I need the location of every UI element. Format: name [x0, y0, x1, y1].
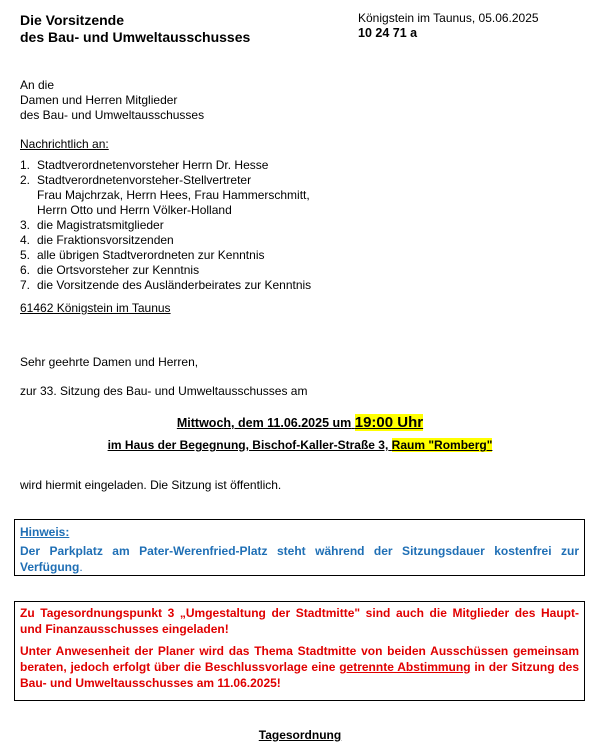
meeting-time: 19:00 Uhr — [354, 414, 424, 431]
city-line: 61462 Königstein im Taunus — [20, 301, 171, 315]
invitation-text: wird hiermit eingeladen. Die Sitzung ist öffentlich. — [20, 478, 282, 492]
meeting-venue: im Haus der Begegnung, Bischof-Kaller-Straße 3, — [107, 438, 389, 452]
meeting-venue-line — [0, 437, 600, 453]
cc-list — [20, 158, 311, 293]
sender-block — [20, 12, 250, 46]
warning-paragraph-1: Zu Tagesordnungspunkt 3 „Umgestaltung der Stadtmitte" sind auch die Mitglieder des Haupt- und Finanzausschusses eingeladen! — [20, 606, 579, 636]
recipients-line-2: Damen und Herren Mitglieder — [20, 93, 178, 107]
note-heading: Hinweis: — [20, 525, 70, 539]
meeting-details — [0, 413, 600, 453]
cc-list-item — [20, 158, 311, 173]
cc-item-number: 5. — [20, 248, 31, 262]
meeting-date-line — [0, 413, 600, 433]
cc-list-item — [20, 248, 311, 263]
warning-emphasis: getrennte Abstimmung — [339, 660, 471, 674]
warning-paragraph-2 — [20, 643, 579, 691]
cc-item-text: die Fraktionsvorsitzenden — [37, 233, 174, 247]
recipients-line-1: An die — [20, 78, 55, 92]
cc-list-item — [20, 233, 311, 248]
place-date-block — [358, 11, 539, 41]
meeting-date: Mittwoch, dem 11.06.2025 um — [176, 416, 352, 430]
note-text: Der Parkplatz am Pater-Werenfried-Platz steht während der Sitzungsdauer kostenfrei zur Verfügung — [20, 544, 579, 574]
cc-item-text: Stadtverordnetenvorsteher Herrn Dr. Hesse — [37, 158, 269, 172]
place-date: Königstein im Taunus, 05.06.2025 — [358, 11, 539, 25]
warning-text: Unter Anwesenheit der Planer wird das Thema Stadtmitte von beiden Ausschüssen gemeinsam beraten, jedoch erfolgt über die Beschlussvorlage eine — [20, 644, 579, 674]
reference-number: 10 24 71 a — [358, 26, 418, 40]
cc-item-number: 3. — [20, 218, 31, 232]
cc-item-number: 6. — [20, 263, 31, 277]
agenda-heading: Tagesordnung — [258, 728, 342, 742]
cc-item-text: alle übrigen Stadtverordneten zur Kenntnis — [37, 248, 265, 262]
cc-list-item — [20, 173, 311, 218]
salutation: Sehr geehrte Damen und Herren, — [20, 355, 199, 369]
cc-item-text: Stadtverordnetenvorsteher-Stellvertreter — [37, 173, 252, 187]
cc-item-continuation: Frau Majchrzak, Herrn Hees, Frau Hammerschmitt, — [37, 188, 310, 202]
cc-item-text: die Magistratsmitglieder — [37, 218, 164, 232]
cc-item-text: die Vorsitzende des Ausländerbeirates zur Kenntnis — [37, 278, 312, 292]
cc-item-continuation: Herrn Otto und Herrn Völker-Holland — [37, 203, 232, 217]
note-text-end: . — [79, 560, 83, 574]
cc-list-item — [20, 278, 311, 293]
cc-item-number: 1. — [20, 158, 31, 172]
cc-list-item — [20, 218, 311, 233]
recipients-block — [20, 78, 204, 123]
sender-line-1: Die Vorsitzende — [20, 12, 124, 28]
cc-list-item — [20, 263, 311, 278]
warning-text-end: in der Sitzung des Bau- und Umweltausschusses am 11.06.2025! — [20, 660, 579, 690]
cc-item-number: 2. — [20, 173, 31, 187]
intro-text: zur 33. Sitzung des Bau- und Umweltausschusses am — [20, 384, 308, 398]
parking-note-box — [14, 519, 585, 576]
cc-heading: Nachrichtlich an: — [20, 137, 109, 151]
meeting-room: Raum "Romberg" — [391, 438, 493, 452]
recipients-line-3: des Bau- und Umweltausschusses — [20, 108, 205, 122]
note-body — [20, 543, 579, 575]
cc-item-text: die Ortsvorsteher zur Kenntnis — [37, 263, 200, 277]
sender-line-2: des Bau- und Umweltausschusses — [20, 29, 251, 45]
cc-item-number: 7. — [20, 278, 31, 292]
cc-item-number: 4. — [20, 233, 31, 247]
warning-box — [14, 601, 585, 701]
